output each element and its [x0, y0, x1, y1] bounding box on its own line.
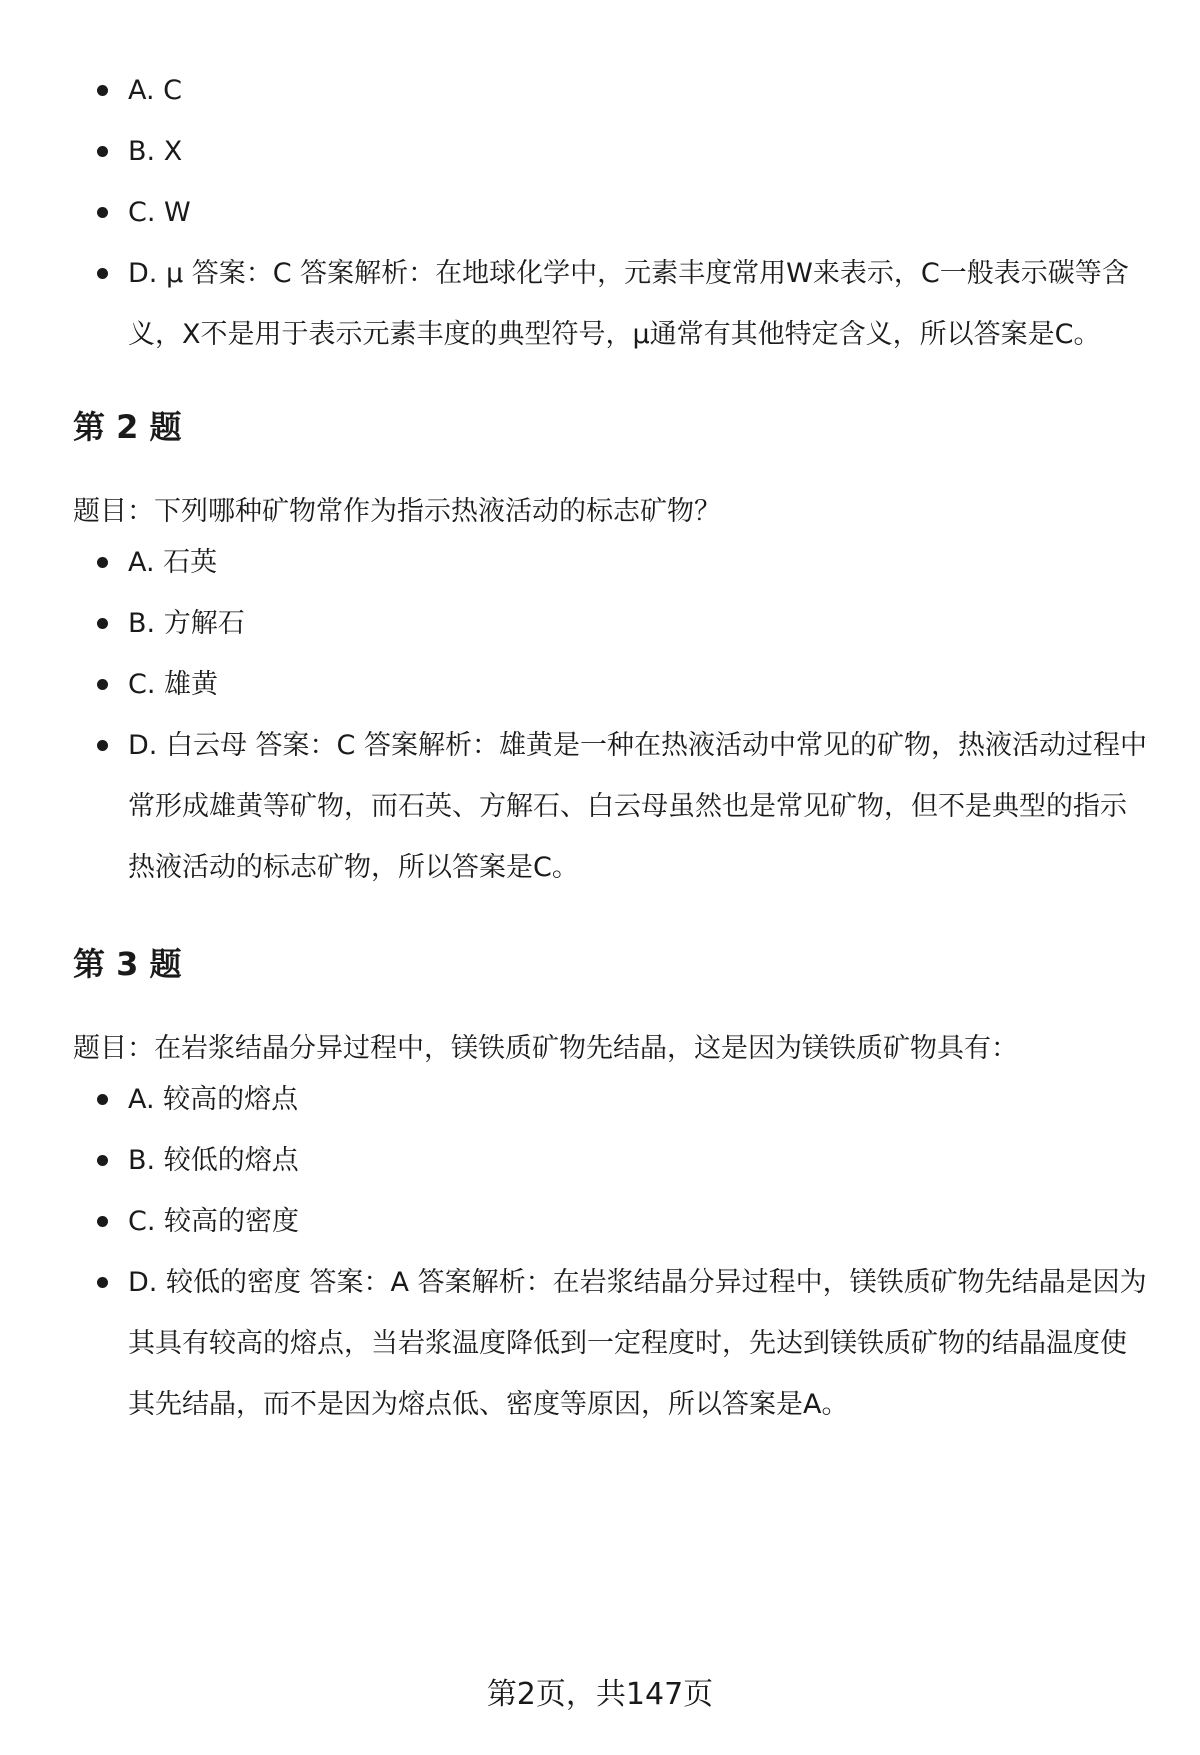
option-text: A. C	[128, 75, 183, 106]
question-3	[73, 942, 1153, 1435]
option-text: B. 较低的熔点	[128, 1145, 299, 1176]
question-2-options	[73, 532, 1153, 898]
option-text: C. 较高的密度	[128, 1206, 300, 1237]
option-d-with-answer	[73, 243, 1153, 365]
bullet-icon	[97, 207, 108, 218]
bullet-icon	[97, 618, 108, 629]
option-a	[73, 1069, 1153, 1130]
option-text: B. 方解石	[128, 608, 245, 639]
option-a	[73, 532, 1153, 593]
bullet-icon	[97, 1277, 108, 1288]
bullet-icon	[97, 1094, 108, 1105]
option-a	[73, 60, 1153, 121]
option-text: D. 较低的密度 答案：A 答案解析：在岩浆结晶分异过程中，镁铁质矿物先结晶是因为其具有较高的熔点，当岩浆温度降低到一定程度时，先达到镁铁质矿物的结晶温度使其先结晶，而不是因为熔点低、密度等原因，所以答案是A。	[128, 1267, 1147, 1420]
option-c	[73, 182, 1153, 243]
option-text: A. 较高的熔点	[128, 1084, 299, 1115]
option-text: D. 白云母 答案：C 答案解析：雄黄是一种在热液活动中常见的矿物，热液活动过程中常形成雄黄等矿物，而石英、方解石、白云母虽然也是常见矿物，但不是典型的指示热液活动的标志矿物，所以答案是C。	[128, 730, 1147, 883]
bullet-icon	[97, 557, 108, 568]
option-text: A. 石英	[128, 547, 218, 578]
option-d-with-answer	[73, 1252, 1153, 1435]
bullet-icon	[97, 1155, 108, 1166]
question-1-options	[73, 60, 1153, 365]
question-2	[73, 405, 1153, 898]
question-3-options	[73, 1069, 1153, 1435]
question-heading: 第 2 题	[73, 408, 182, 446]
bullet-icon	[97, 268, 108, 279]
option-c	[73, 1191, 1153, 1252]
option-text: B. X	[128, 136, 183, 167]
question-1	[73, 60, 1153, 365]
bullet-icon	[97, 679, 108, 690]
page-number-footer: 第2页，共147页	[486, 1677, 714, 1712]
option-b	[73, 1130, 1153, 1191]
option-text: C. W	[128, 197, 191, 228]
bullet-icon	[97, 146, 108, 157]
option-b	[73, 121, 1153, 182]
bullet-icon	[97, 85, 108, 96]
option-text: D. μ 答案：C 答案解析：在地球化学中，元素丰度常用W来表示，C一般表示碳等含义，X不是用于表示元素丰度的典型符号，μ通常有其他特定含义，所以答案是C。	[128, 258, 1129, 350]
bullet-icon	[97, 740, 108, 751]
question-heading: 第 3 题	[73, 945, 182, 983]
question-stem: 题目：下列哪种矿物常作为指示热液活动的标志矿物？	[73, 496, 721, 527]
option-b	[73, 593, 1153, 654]
option-d-with-answer	[73, 715, 1153, 898]
option-c	[73, 654, 1153, 715]
document-content	[73, 60, 1153, 1435]
option-text: C. 雄黄	[128, 669, 219, 700]
bullet-icon	[97, 1216, 108, 1227]
question-stem: 题目：在岩浆结晶分异过程中，镁铁质矿物先结晶，这是因为镁铁质矿物具有：	[73, 1033, 1018, 1064]
